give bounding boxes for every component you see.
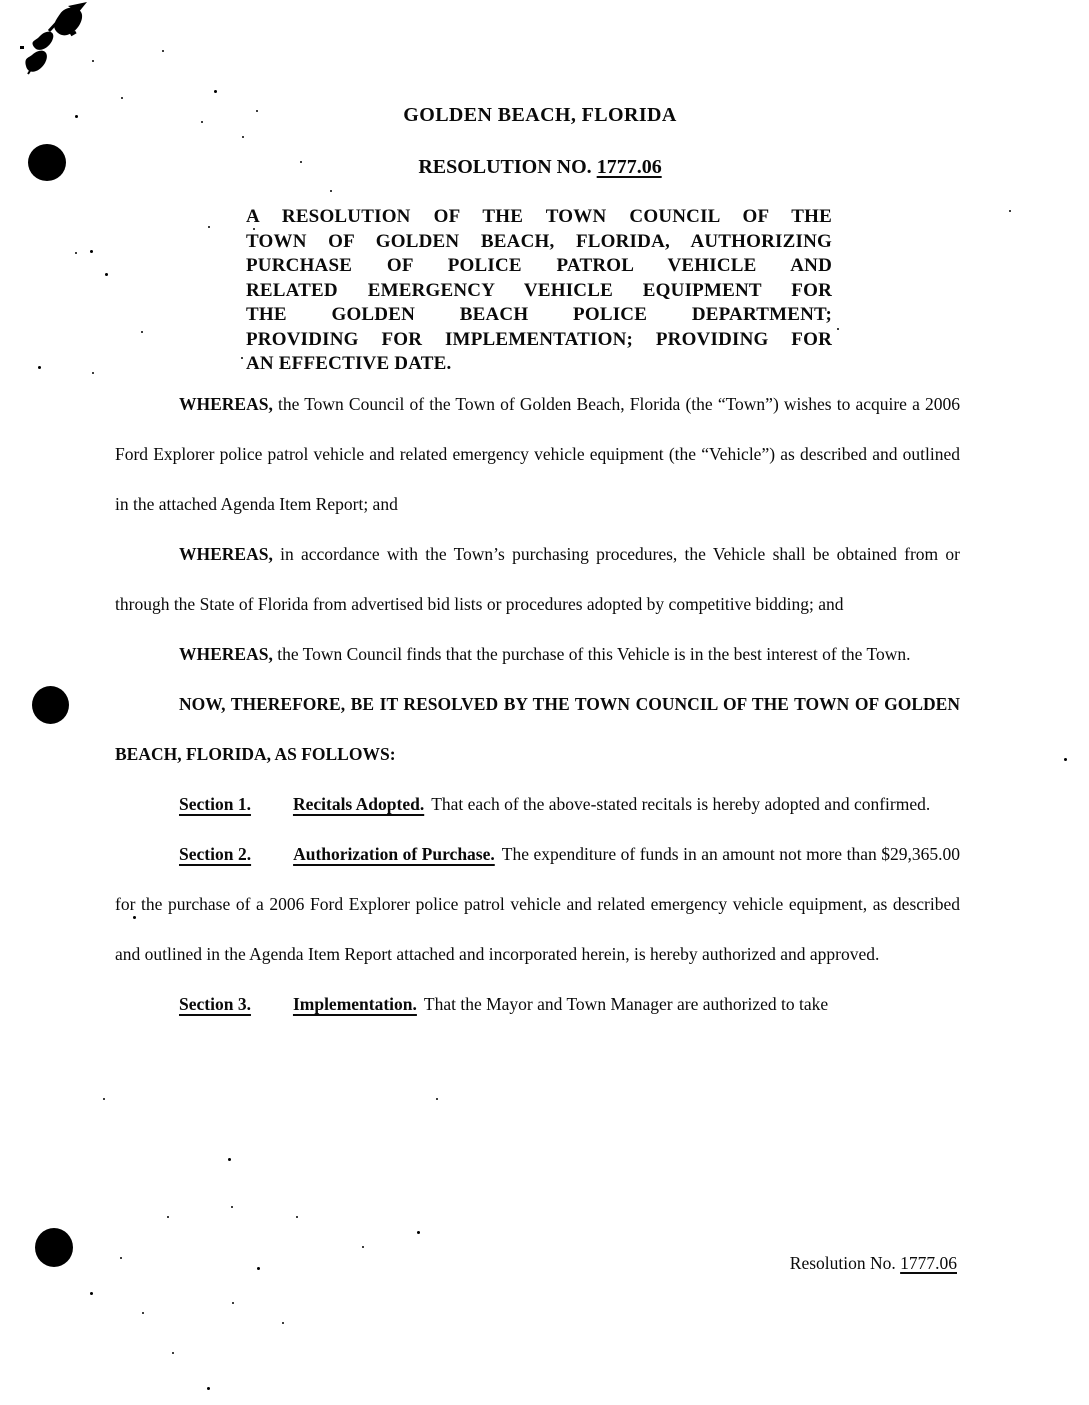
recital-text: the Town Council finds that the purchase of this Vehicle is in the best interest of the Town. (272, 644, 911, 664)
resolution-number-heading (0, 156, 1080, 179)
scan-speckle-dot (172, 1352, 174, 1354)
scan-speckle-dot (92, 60, 94, 62)
caption-line: PURCHASE OF POLICE PATROL VEHICLE AND (246, 255, 832, 276)
section-text: That each of the above-stated recitals is hereby adopted and confirmed. (431, 794, 931, 814)
section-3-paragraph (115, 979, 960, 1029)
scan-speckle-dot (242, 136, 244, 138)
scan-speckle-dot (296, 1216, 298, 1218)
scan-speckle-dot (142, 1312, 144, 1314)
scan-speckle-dot (1064, 758, 1067, 761)
whereas-lead: WHEREAS, (179, 544, 273, 564)
footer-number: 1777.06 (900, 1253, 957, 1273)
scan-speckle-dot (232, 1302, 234, 1304)
scan-speckle-dot (207, 1387, 210, 1390)
resolved-clause: NOW, THEREFORE, BE IT RESOLVED BY THE TOWN COUNCIL OF THE TOWN OF GOLDEN BEACH, FLORIDA, AS FOLLOWS: (115, 694, 960, 764)
scan-speckle-dot (162, 50, 164, 52)
scan-speckle-dot (105, 273, 108, 276)
page-footer-resolution-number (790, 1253, 957, 1274)
scan-speckle-dot (92, 372, 94, 374)
scan-speckle-dot (362, 1246, 364, 1248)
whereas-lead: WHEREAS, (179, 394, 273, 414)
scan-speckle-dot (208, 226, 210, 228)
scan-speckle-dot (121, 97, 123, 99)
scan-speckle-dot (1009, 210, 1011, 212)
scan-speckle-dot (90, 1292, 93, 1295)
section-title: Implementation. (292, 994, 417, 1014)
scan-speckle-dot (120, 1257, 122, 1259)
scan-speckle-dot (141, 331, 143, 333)
section-text: The expenditure of funds in an amount not more than $29,365.00 for the purchase of a 2006 Ford Explorer police patrol vehicle and related emergency vehicle equipment, as described and outlined in the Agenda Item Report attached and incorporated herein, is hereby authorized and approved. (115, 844, 960, 964)
recital-paragraph-2 (115, 529, 960, 629)
recital-paragraph-1 (115, 379, 960, 529)
resolution-caption (246, 205, 832, 377)
scan-speckle-dot (38, 366, 41, 369)
scan-speckle-dot (75, 252, 77, 254)
resolution-body (115, 379, 960, 1029)
scan-speckle-dot (436, 1098, 438, 1100)
section-title: Recitals Adopted. (292, 794, 425, 814)
scan-speckle-dot (241, 357, 243, 359)
section-number: Section 2. (179, 844, 252, 864)
scan-speckle-dot (330, 190, 332, 192)
section-1-paragraph (115, 779, 960, 829)
document-title: GOLDEN BEACH, FLORIDA (403, 104, 677, 126)
recital-text: the Town Council of the Town of Golden Beach, Florida (the “Town”) wishes to acquire a 2006 Ford Explorer police patrol vehicle and related emergency vehicle equipment (the “Vehicle”) as described and outlined in the attached Agenda Item Report; and (115, 394, 960, 514)
caption-line: RELATED EMERGENCY VEHICLE EQUIPMENT FOR (246, 279, 832, 301)
whereas-lead: WHEREAS, (179, 644, 273, 664)
resolution-number-label: RESOLUTION NO. (418, 156, 597, 178)
scan-speckle-dot (214, 90, 217, 93)
section-text: That the Mayor and Town Manager are authorized to take (423, 994, 829, 1014)
caption-line: AN EFFECTIVE DATE. (246, 353, 452, 374)
caption-line: TOWN OF GOLDEN BEACH, FLORIDA, AUTHORIZING (246, 230, 832, 252)
scan-speckle-dot (167, 1216, 169, 1218)
footer-label: Resolution No. (789, 1253, 901, 1273)
section-number: Section 3. (179, 994, 251, 1014)
caption-line: PROVIDING FOR IMPLEMENTATION; PROVIDING FOR (246, 328, 832, 350)
hole-punch-mark (35, 1228, 73, 1267)
scan-speckle-dot (231, 1206, 233, 1208)
scan-speckle-dot (417, 1231, 420, 1234)
caption-line: THE GOLDEN BEACH POLICE DEPARTMENT; (246, 304, 832, 325)
scan-speckle-dot (103, 1098, 105, 1100)
section-2-paragraph (115, 829, 960, 979)
recital-text: in accordance with the Town’s purchasing procedures, the Vehicle shall be obtained from or through the State of Florida from advertised bid lists or procedures adopted by competitive bidding; and (115, 544, 960, 614)
section-number: Section 1. (179, 794, 251, 814)
scan-speckle-dot (228, 1158, 231, 1161)
scan-speckle-dot (837, 328, 839, 330)
hole-punch-mark (32, 686, 69, 724)
recital-paragraph-3 (115, 629, 960, 679)
caption-line: A RESOLUTION OF THE TOWN COUNCIL OF THE (246, 206, 832, 227)
section-title: Authorization of Purchase. (293, 844, 495, 864)
scan-speckle-dot (282, 1322, 284, 1324)
scan-speckle-dot (90, 250, 93, 253)
scan-speckle-dot (257, 1267, 260, 1270)
resolution-number-value: 1777.06 (596, 156, 662, 178)
